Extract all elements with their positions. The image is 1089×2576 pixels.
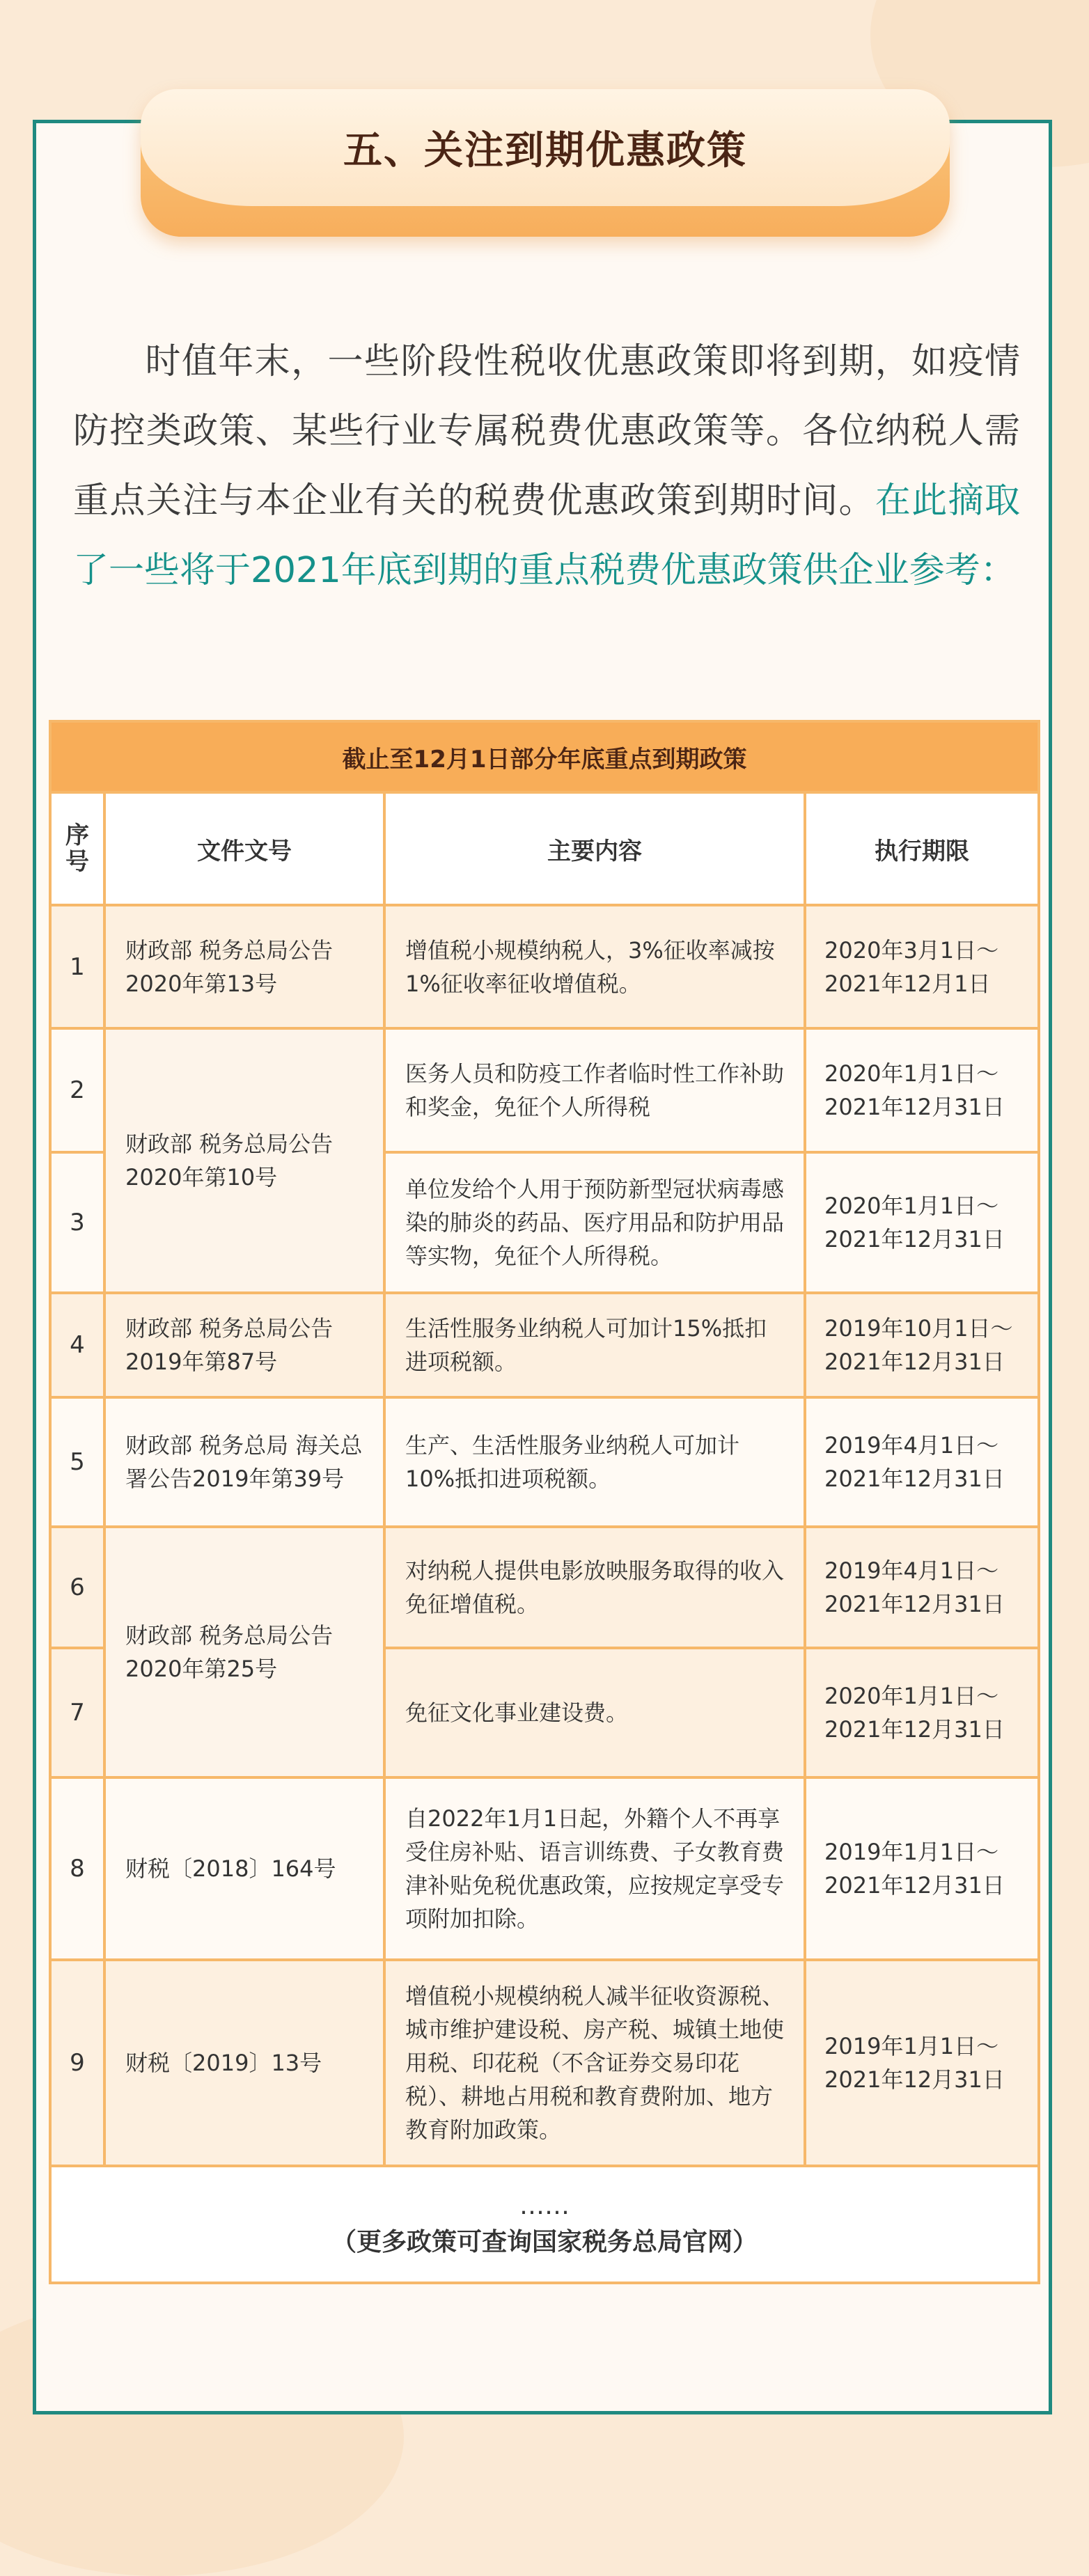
table-row [50,1028,1039,1152]
intro-text: 时值年末，一些阶段性税收优惠政策即将到期，如疫情防控类政策、某些行业专属税费优惠政策等。各位纳税人需重点关注与本企业有关的税费优惠政策到期时间。 [73,341,1020,521]
row-period: 2019年1月1日～2021年12月31日 [805,1777,1039,1960]
footer-note: （更多政策可查询国家税务总局官网） [331,2228,758,2256]
row-content: 免征文化事业建设费。 [384,1648,805,1777]
title-banner [141,89,950,206]
table-row [50,1293,1039,1397]
row-seq: 4 [50,1293,104,1397]
row-content: 自2022年1月1日起，外籍个人不再享受住房补贴、语言训练费、子女教育费津补贴免税优惠政策，应按规定享受专项附加扣除。 [384,1777,805,1960]
row-seq: 1 [50,905,104,1028]
table-footer [50,2166,1039,2283]
row-doc: 财政部 税务总局公告2019年第87号 [104,1293,384,1397]
row-content: 增值税小规模纳税人，3%征收率减按1%征收率征收增值税。 [384,905,805,1028]
table-caption: 截止至12月1日部分年底重点到期政策 [50,721,1039,792]
row-period: 2019年10月1日～2021年12月31日 [805,1293,1039,1397]
row-period: 2020年1月1日～2021年12月31日 [805,1648,1039,1777]
table-row [50,1527,1039,1648]
header-seq: 序号 [50,792,104,905]
row-content: 生产、生活性服务业纳税人可加计10%抵扣进项税额。 [384,1397,805,1527]
row-doc: 财政部 税务总局公告2020年第10号 [104,1028,384,1293]
table-row [50,905,1039,1028]
row-doc: 财税〔2018〕164号 [104,1777,384,1960]
row-seq: 2 [50,1028,104,1152]
row-content: 医务人员和防疫工作者临时性工作补助和奖金，免征个人所得税 [384,1028,805,1152]
row-seq: 3 [50,1152,104,1293]
table-footer-row [50,2166,1039,2283]
row-content: 单位发给个人用于预防新型冠状病毒感染的肺炎的药品、医疗用品和防护用品等实物，免征个人所得税。 [384,1152,805,1293]
table-row [50,1397,1039,1527]
row-content: 对纳税人提供电影放映服务取得的收入免征增值税。 [384,1527,805,1648]
row-doc: 财政部 税务总局 海关总署公告2019年第39号 [104,1397,384,1527]
table-header-row [50,792,1039,905]
footer-ellipsis: …… [519,2192,570,2220]
row-doc: 财政部 税务总局公告2020年第13号 [104,905,384,1028]
row-period: 2019年1月1日～2021年12月31日 [805,1960,1039,2166]
row-seq: 7 [50,1648,104,1777]
row-content: 增值税小规模纳税人减半征收资源税、城市维护建设税、房产税、城镇土地使用税、印花税（不含证券交易印花税）、耕地占用税和教育费附加、地方教育附加政策。 [384,1960,805,2166]
row-doc: 财政部 税务总局公告2020年第25号 [104,1527,384,1777]
intro-highlight: 在此摘取了一些将于2021年底到期的重点税费优惠政策供企业参考： [73,480,1020,591]
row-content: 生活性服务业纳税人可加计15%抵扣进项税额。 [384,1293,805,1397]
row-seq: 6 [50,1527,104,1648]
row-seq: 8 [50,1777,104,1960]
row-seq: 9 [50,1960,104,2166]
intro-paragraph [73,327,1020,606]
policy-table [49,720,1040,2284]
header-doc: 文件文号 [104,792,384,905]
row-seq: 5 [50,1397,104,1527]
section-title: 五、关注到期优惠政策 [343,128,747,173]
table-row [50,1777,1039,1960]
row-period: 2019年4月1日～2021年12月31日 [805,1527,1039,1648]
table-row [50,1960,1039,2166]
row-doc: 财税〔2019〕13号 [104,1960,384,2166]
row-period: 2020年1月1日～2021年12月31日 [805,1152,1039,1293]
header-period: 执行期限 [805,792,1039,905]
row-period: 2020年3月1日～2021年12月1日 [805,905,1039,1028]
header-content: 主要内容 [384,792,805,905]
row-period: 2020年1月1日～2021年12月31日 [805,1028,1039,1152]
row-period: 2019年4月1日～2021年12月31日 [805,1397,1039,1527]
